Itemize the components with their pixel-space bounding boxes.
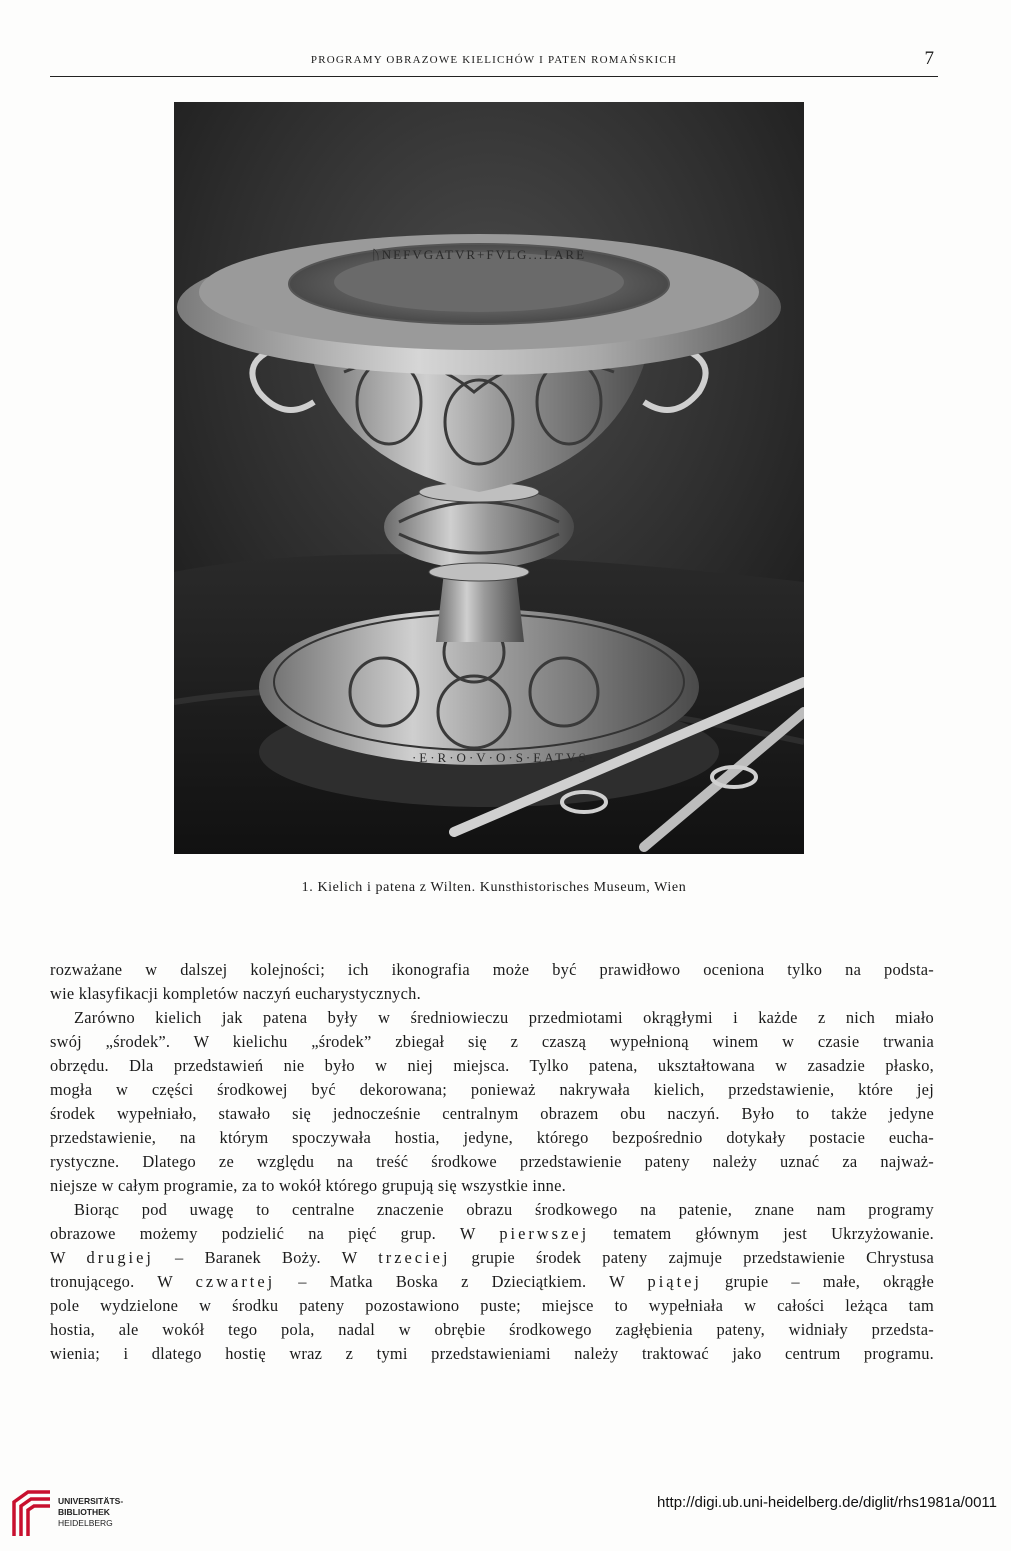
paragraph-3-line-6: hostia, ale wokół tego pola, nadal w obrębie środkowego zagłębienia pateny, widniały przedsta- xyxy=(50,1320,934,1339)
paragraph-2-line-3: obrzędu. Dla przedstawień nie było w niej miejsca. Tylko patena, ukształtowana w zasadzie płasko, xyxy=(50,1056,934,1075)
paragraph-3-line-4 xyxy=(50,1270,934,1294)
p3l2-after: tematem głównym jest Ukrzyżowanie. xyxy=(589,1224,934,1243)
emphasis-pierwszej: pierwszej xyxy=(499,1224,590,1243)
paragraph-3-line-5: pole wydzielone w środku pateny pozostawiono puste; miejsce to wypełniała w całości leżąca tam xyxy=(50,1296,934,1315)
p3l4-after: grupie – małe, okrągłe xyxy=(701,1272,934,1291)
library-logo-text xyxy=(58,1496,123,1529)
paragraph-2-line-7: rystyczne. Dlatego ze względu na treść środkowe przedstawienie pateny należy uznać za najważ- xyxy=(50,1152,934,1171)
paragraph-3-line-1 xyxy=(50,1198,934,1222)
rim-inscription: ᚢNEFVGATVR+FVLG...LARE xyxy=(371,247,587,262)
body-text xyxy=(50,958,934,1366)
base-inscription: ·E·R·O·V·O·S·EATVS· xyxy=(411,750,597,765)
logo-line-2: BIBLIOTHEK xyxy=(58,1507,110,1517)
chalice-photograph xyxy=(174,102,804,854)
paragraph-3-line-2 xyxy=(50,1222,934,1246)
paragraph-1-line-2: wie klasyfikacji kompletów naczyń eucharystycznych. xyxy=(50,984,421,1003)
paragraph-2-line-6: przedstawienie, na którym spoczywała hostia, jedyne, którego bezpośrednio dotykały postacie eucha- xyxy=(50,1128,934,1147)
paragraph-2-line-1: Zarówno kielich jak patena były w średniowieczu przedmiotami okrągłymi i każde z nich miało xyxy=(74,1008,934,1027)
running-title: PROGRAMY OBRAZOWE KIELICHÓW I PATEN ROMAŃSKICH xyxy=(310,54,678,66)
paragraph-3-line-7: wienia; i dlatego hostię wraz z tymi przedstawieniami należy traktować jako centrum programu. xyxy=(50,1344,934,1363)
paragraph-2-line-4: mogła w części środkowej być dekorowana; ponieważ nakrywała kielich, przedstawienie, które jej xyxy=(50,1080,934,1099)
paragraph-3-line-1-text: Biorąc pod uwagę to centralne znaczenie obrazu środkowego na patenie, znane nam programy xyxy=(74,1200,934,1219)
library-logo-icon xyxy=(10,1488,54,1540)
paragraph-2-line-5: środek wypełniało, stawało się jednocześnie centralnym obrazem obu naczyń. Było to także jedyne xyxy=(50,1104,934,1123)
paragraph-3-line-3 xyxy=(50,1246,934,1270)
paragraph-1-line-1: rozważane w dalszej kolejności; ich ikonografia może być prawidłowo oceniona tylko na podsta- xyxy=(50,960,934,979)
paragraph-2-line-8: niejsze w całym programie, za to wokół którego grupują się wszystkie inne. xyxy=(50,1176,566,1195)
p3l4-before: tronującego. W xyxy=(50,1272,196,1291)
library-logo[interactable] xyxy=(10,1488,160,1544)
emphasis-piatej: piątej xyxy=(647,1272,702,1291)
p3l3-middle: – Baranek Boży. W xyxy=(153,1248,379,1267)
emphasis-trzeciej: trzeciej xyxy=(378,1248,451,1267)
paragraph-2-line-2: swój „środek”. W kielichu „środek” zbiegał się z czaszą wypełnioną winem w czasie trwania xyxy=(50,1032,934,1051)
emphasis-drugiej: drugiej xyxy=(86,1248,154,1267)
figure-caption: 1. Kielich i patena z Wilten. Kunsthistorisches Museum, Wien xyxy=(301,880,687,895)
chalice-illustration xyxy=(174,102,804,854)
p3l3-before: W xyxy=(50,1248,87,1267)
running-header xyxy=(50,50,938,77)
source-url-link[interactable]: http://digi.ub.uni-heidelberg.de/diglit/rhs1981a/0011 xyxy=(657,1494,997,1511)
p3l2-before: obrazowe możemy podzielić na pięć grup. W xyxy=(50,1224,500,1243)
p3l4-middle: – Matka Boska z Dzieciątkiem. W xyxy=(275,1272,648,1291)
logo-line-1: UNIVERSITÄTS- xyxy=(58,1496,124,1506)
page-number: 7 xyxy=(924,48,934,69)
p3l3-after: grupie środek pateny zajmuje przedstawienie Chrystusa xyxy=(450,1248,934,1267)
logo-line-3: HEIDELBERG xyxy=(58,1518,113,1528)
emphasis-czwartej: czwartej xyxy=(195,1272,276,1291)
